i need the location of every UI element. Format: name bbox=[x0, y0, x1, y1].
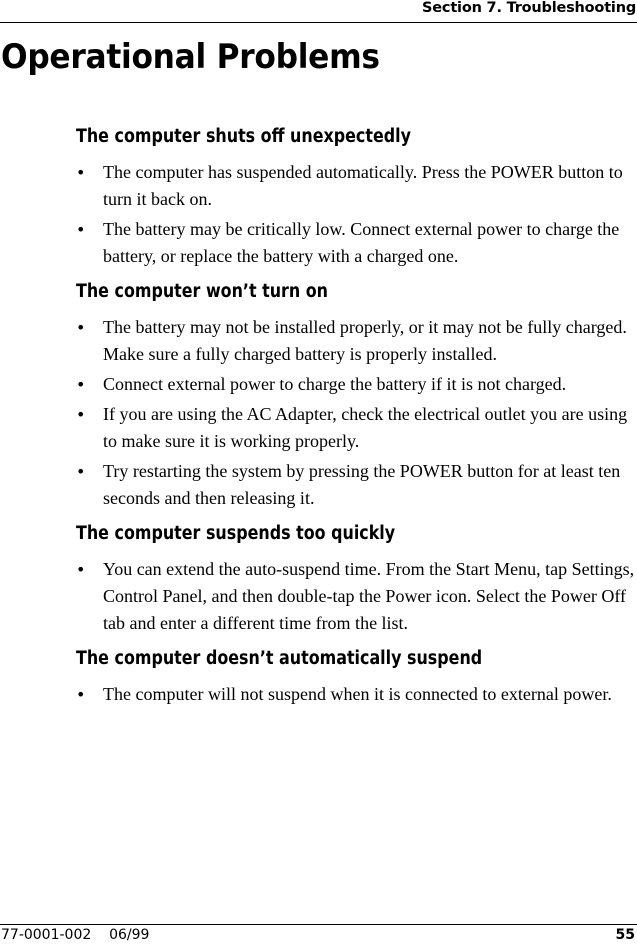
list-item bbox=[76, 458, 637, 512]
page-footer bbox=[0, 924, 637, 945]
list-item-text: You can extend the auto-suspend time. From the Start Menu, tap Settings, Control Panel, and then double-tap the Power icon. Select the Power Off tab and enter a different time from the list. bbox=[103, 559, 635, 633]
bullet-icon: • bbox=[76, 462, 86, 481]
list-item-text: The battery may not be installed properly, or it may not be fully charged. Make sure a fully charged battery is properly installed. bbox=[103, 317, 627, 364]
bullet-icon: • bbox=[76, 318, 86, 337]
bullet-icon: • bbox=[76, 560, 86, 579]
bullet-list bbox=[76, 314, 637, 512]
content bbox=[76, 125, 637, 718]
bullet-list bbox=[76, 681, 637, 708]
bullet-icon: • bbox=[76, 685, 86, 704]
list-item bbox=[76, 159, 637, 213]
bullet-icon: • bbox=[76, 375, 86, 394]
section-heading: The computer suspends too quickly bbox=[76, 523, 396, 544]
section-wont-turn-on bbox=[76, 280, 637, 512]
section-shuts-off bbox=[76, 125, 637, 270]
section-title: Section 7. Troubleshooting bbox=[422, 0, 636, 16]
section-heading: The computer won’t turn on bbox=[76, 281, 328, 302]
page-number: 55 bbox=[615, 927, 635, 943]
list-item-text: If you are using the AC Adapter, check the electrical outlet you are using to make sure it is working properly. bbox=[103, 404, 628, 451]
bullet-list bbox=[76, 556, 637, 637]
list-item bbox=[76, 314, 637, 368]
list-item bbox=[76, 216, 637, 270]
section-heading: The computer doesn’t automatically suspend bbox=[76, 648, 483, 669]
list-item bbox=[76, 556, 637, 637]
bullet-icon: • bbox=[76, 405, 86, 424]
list-item bbox=[76, 681, 637, 708]
list-item bbox=[76, 401, 637, 455]
list-item bbox=[76, 371, 637, 398]
section-heading: The computer shuts off unexpectedly bbox=[76, 126, 411, 147]
list-item-text: The computer will not suspend when it is connected to external power. bbox=[103, 684, 612, 704]
bullet-icon: • bbox=[76, 163, 86, 182]
list-item-text: The computer has suspended automatically. Press the POWER button to turn it back on. bbox=[103, 162, 623, 209]
list-item-text: Try restarting the system by pressing the POWER button for at least ten seconds and then releasing it. bbox=[103, 461, 621, 508]
bullet-list bbox=[76, 159, 637, 270]
list-item-text: The battery may be critically low. Connect external power to charge the battery, or replace the battery with a charged one. bbox=[103, 219, 620, 266]
list-item-text: Connect external power to charge the battery if it is not charged. bbox=[103, 374, 567, 394]
section-suspends-quickly bbox=[76, 522, 637, 637]
document-id: 77-0001-002 06/99 bbox=[1, 927, 150, 943]
section-no-auto-suspend bbox=[76, 647, 637, 708]
page-title: Operational Problems bbox=[1, 37, 380, 77]
bullet-icon: • bbox=[76, 220, 86, 239]
page-header bbox=[0, 0, 637, 23]
